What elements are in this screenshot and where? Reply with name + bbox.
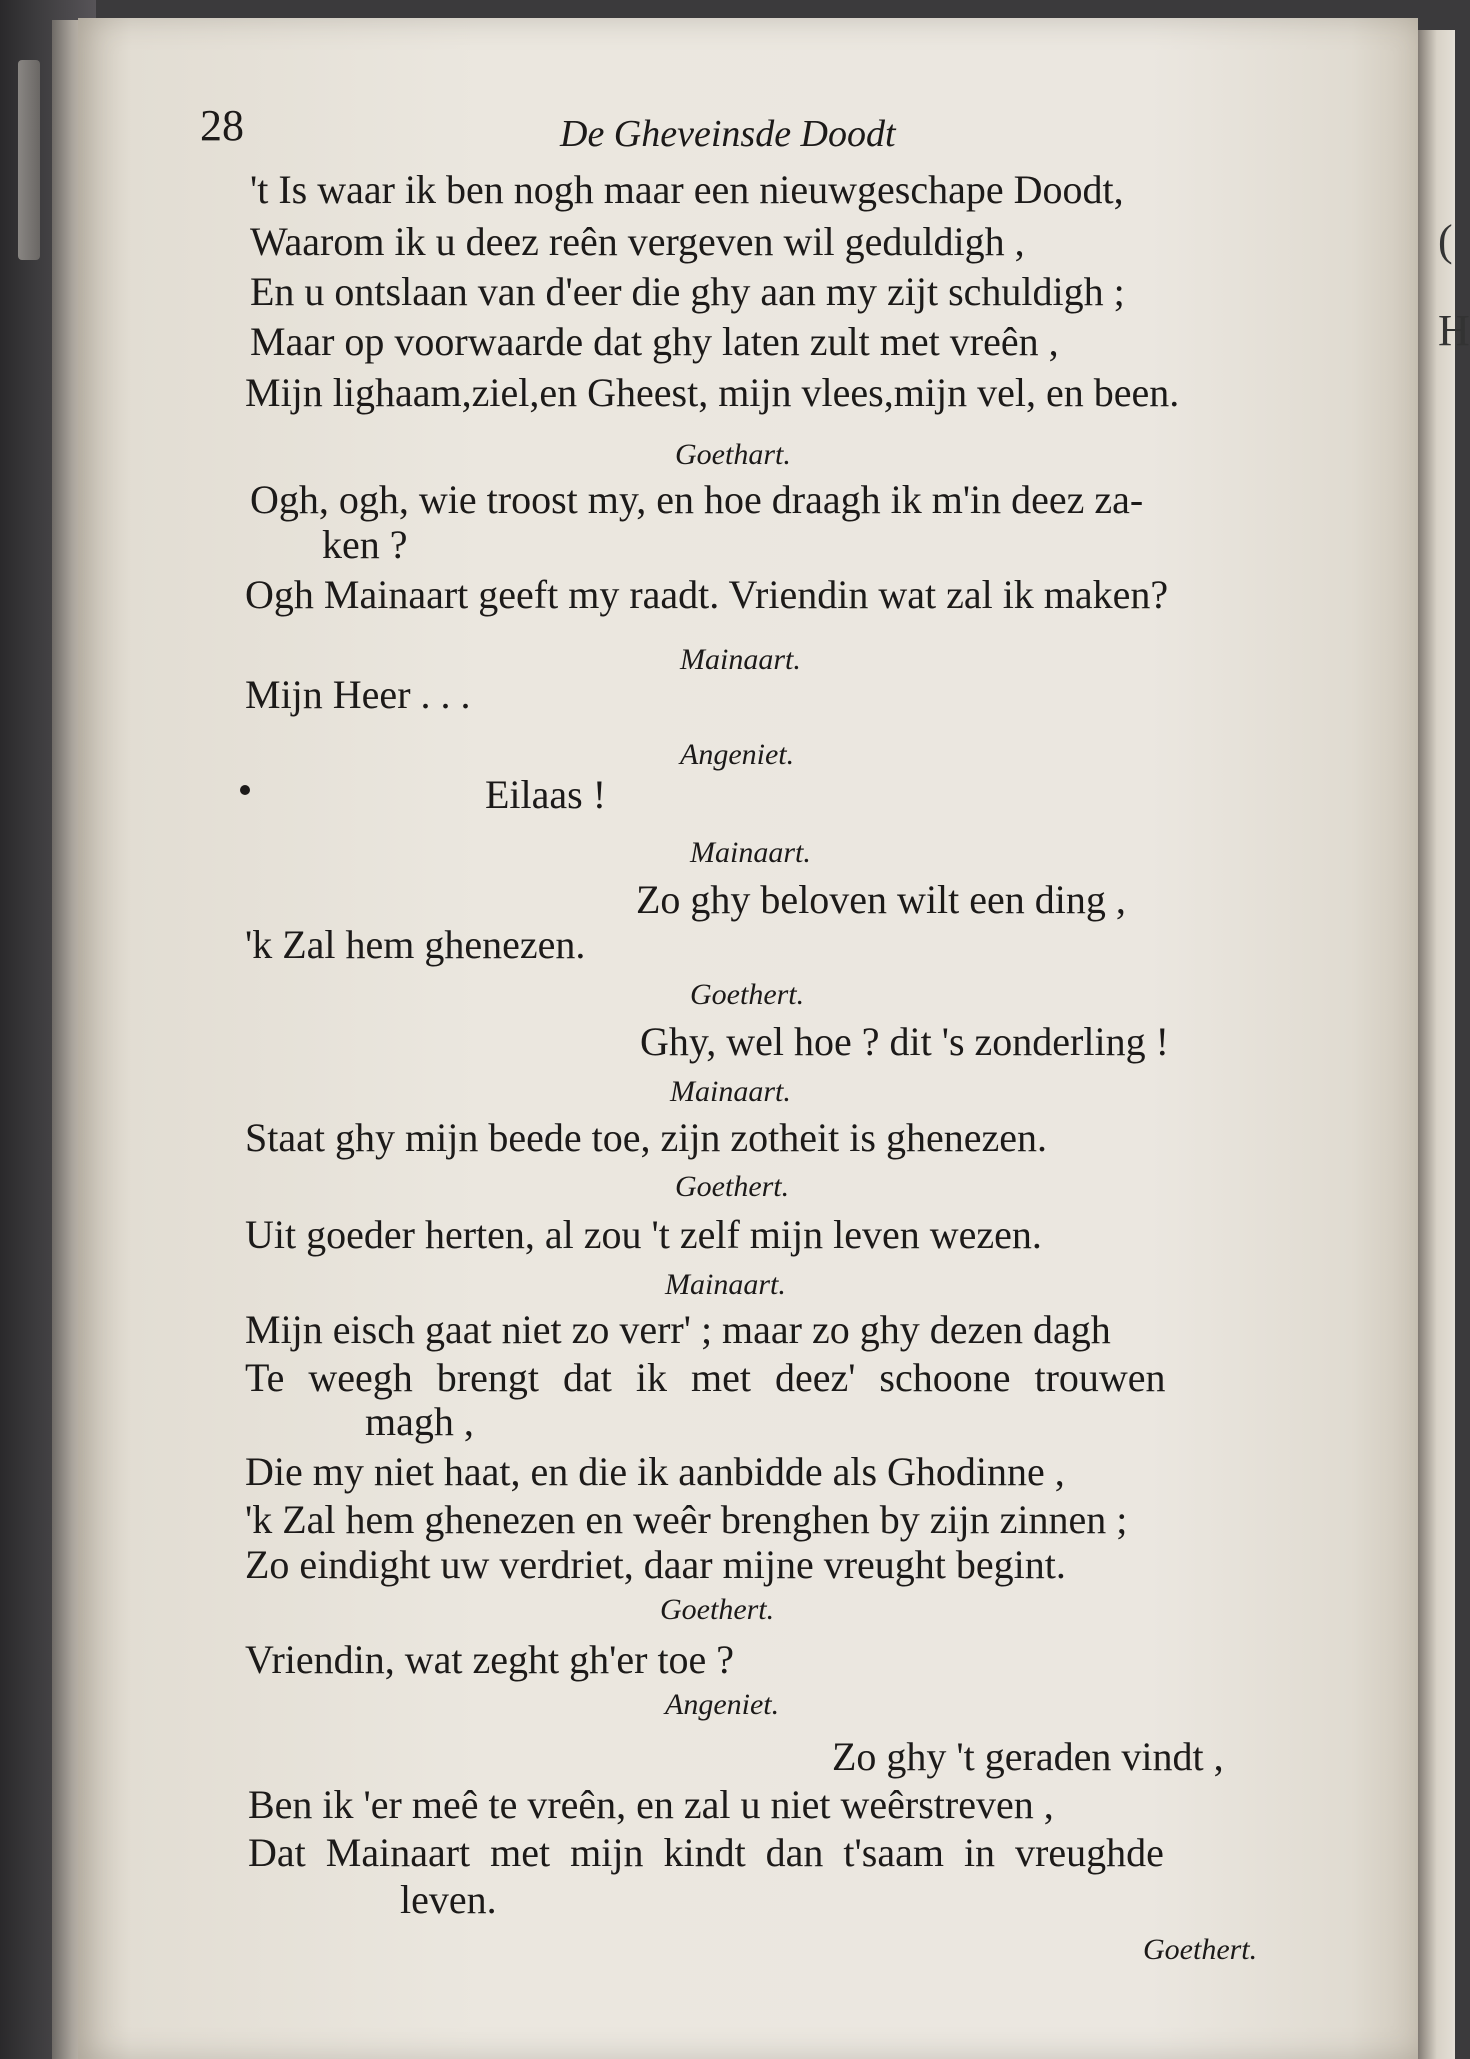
- verse-line: Zo ghy beloven wilt een ding ,: [636, 877, 1126, 922]
- verse-line: Eilaas !: [485, 772, 607, 817]
- verse-line: 'k Zal hem ghenezen.: [245, 922, 586, 967]
- facing-page-char: (: [1438, 216, 1453, 265]
- verse-line: Mijn lighaam,ziel,en Gheest, mijn vlees,mijn vel, en been.: [245, 370, 1180, 415]
- catchword-speaker: Goethert.: [1143, 1933, 1258, 1966]
- speaker-label: Goethert.: [675, 1170, 790, 1203]
- verse-line: ken ?: [322, 522, 408, 567]
- speaker-label: Angeniet.: [665, 1688, 780, 1721]
- verse-line: Staat ghy mijn beede toe, zijn zotheit is ghenezen.: [245, 1115, 1047, 1160]
- running-title: De Gheveinsde Doodt: [560, 113, 896, 155]
- verse-line: Maar op voorwaarde dat ghy laten zult met vreên ,: [250, 319, 1059, 364]
- verse-line: Ben ik 'er meê te vreên, en zal u niet weêrstreven ,: [248, 1782, 1054, 1827]
- verse-line: Ogh Mainaart geeft my raadt. Vriendin wat zal ik maken?: [245, 572, 1169, 617]
- speaker-label: Angeniet.: [680, 738, 795, 771]
- verse-line: Te weegh brengt dat ik met deez' schoone trouwen: [245, 1355, 1166, 1400]
- cover-edge-strip: [18, 60, 40, 260]
- verse-line: En u ontslaan van d'eer die ghy aan my zijt schuldigh ;: [250, 269, 1125, 314]
- page-number: 28: [200, 101, 244, 150]
- speaker-label: Mainaart.: [680, 643, 801, 676]
- verse-line: 't Is waar ik ben nogh maar een nieuwgeschape Doodt,: [250, 167, 1124, 212]
- speaker-label: Mainaart.: [665, 1268, 786, 1301]
- verse-line: Dat Mainaart met mijn kindt dan t'saam in vreughde: [248, 1830, 1164, 1875]
- speaker-label: Goethert.: [660, 1593, 775, 1626]
- verse-line: Ghy, wel hoe ? dit 's zonderling !: [640, 1019, 1169, 1064]
- speaker-label: Goethart.: [675, 438, 791, 471]
- verse-line: Ogh, ogh, wie troost my, en hoe draagh ik m'in deez za-: [250, 477, 1144, 522]
- speaker-label: Mainaart.: [690, 836, 811, 869]
- verse-line: Die my niet haat, en die ik aanbidde als Ghodinne ,: [245, 1449, 1065, 1494]
- speaker-label: Goethert.: [690, 978, 805, 1011]
- margin-mark: [240, 785, 250, 795]
- facing-page-char: H: [1438, 306, 1470, 355]
- verse-line: Zo ghy 't geraden vindt ,: [832, 1734, 1224, 1779]
- verse-line: Mijn Heer . . .: [245, 672, 471, 717]
- verse-line: Uit goeder herten, al zou 't zelf mijn leven wezen.: [245, 1212, 1042, 1257]
- verse-line: magh ,: [365, 1399, 474, 1444]
- verse-line: 'k Zal hem ghenezen en weêr brenghen by zijn zinnen ;: [245, 1497, 1128, 1542]
- verse-line: Waarom ik u deez reên vergeven wil geduldigh ,: [250, 219, 1025, 264]
- speaker-label: Mainaart.: [670, 1075, 791, 1108]
- verse-line: Mijn eisch gaat niet zo verr' ; maar zo ghy dezen dagh: [245, 1307, 1111, 1352]
- verse-line: Zo eindight uw verdriet, daar mijne vreught begint.: [245, 1542, 1066, 1587]
- verse-line: Vriendin, wat zeght gh'er toe ?: [245, 1637, 735, 1682]
- verse-line: leven.: [400, 1877, 497, 1922]
